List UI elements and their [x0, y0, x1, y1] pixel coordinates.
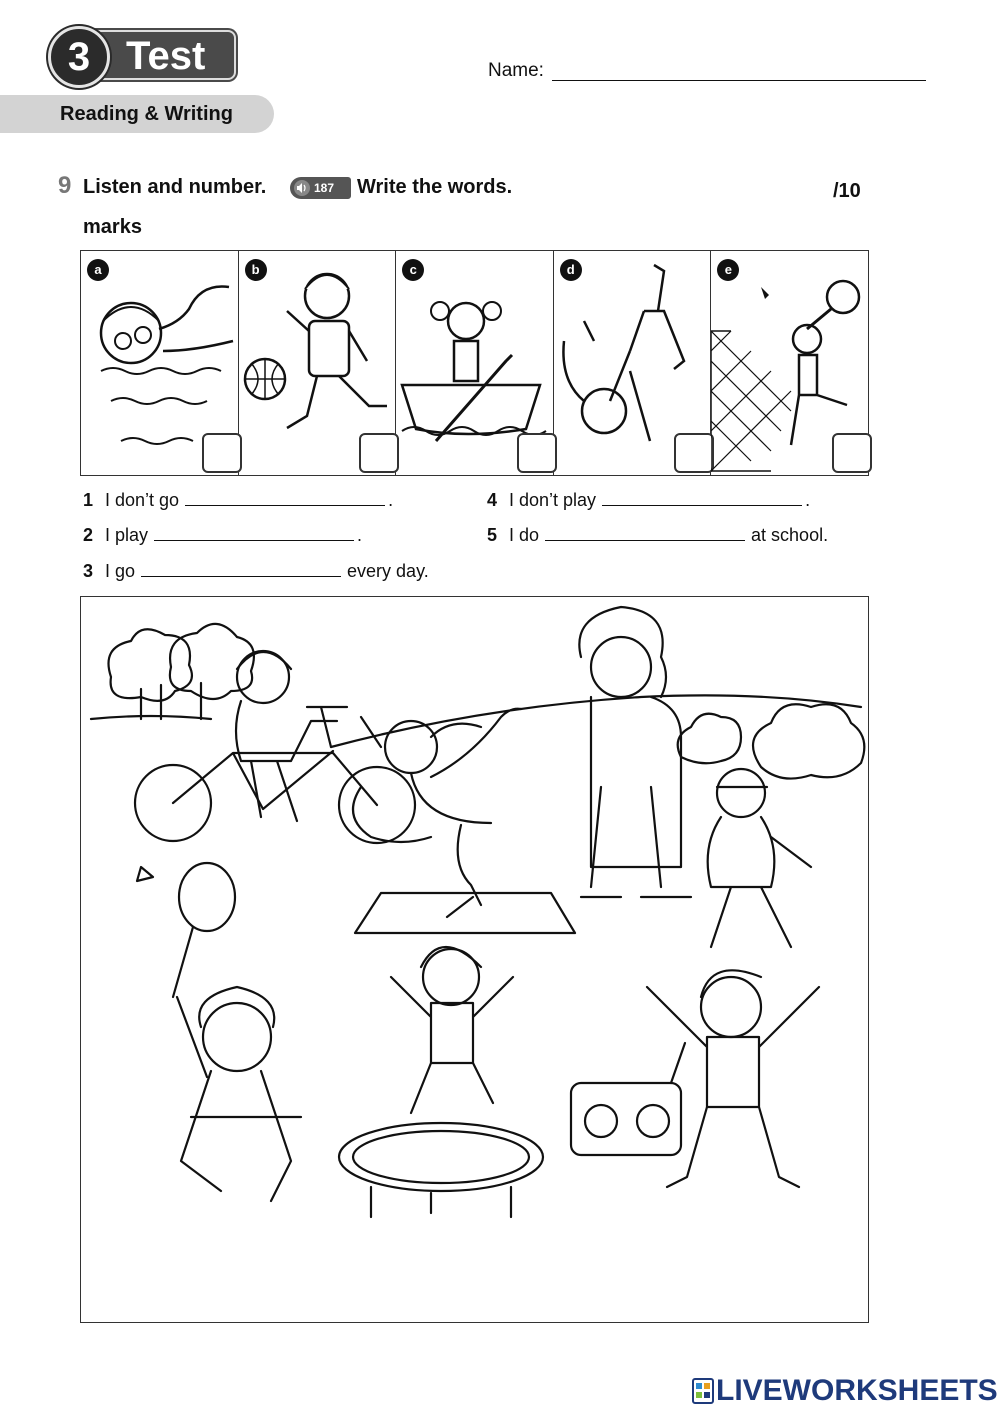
sentence-text: I don’t go: [105, 490, 180, 510]
sentence-text: I play: [105, 525, 149, 545]
sentence-text: I do: [509, 525, 540, 545]
number-box-c[interactable]: [517, 433, 557, 473]
picture-letter: a: [87, 259, 109, 281]
sentence-4: [487, 490, 810, 511]
instruction-write: Write the words.: [357, 176, 513, 198]
marks-label: marks: [83, 216, 142, 238]
sentence-number: 1: [83, 490, 94, 510]
number-box-a[interactable]: [202, 433, 242, 473]
test-label-pill: [88, 30, 236, 80]
picture-strip: [80, 250, 869, 476]
picture-letter: c: [402, 259, 424, 281]
sentence-number: 5: [487, 525, 498, 545]
answer-blank-3[interactable]: [141, 562, 341, 577]
sentence-2: [83, 525, 362, 546]
number-box-e[interactable]: [832, 433, 872, 473]
picture-c: [396, 251, 554, 475]
answer-blank-4[interactable]: [602, 491, 802, 506]
score: /10: [833, 180, 861, 202]
picture-e: [711, 251, 868, 475]
audio-track-number: 187: [314, 181, 335, 195]
question-number: 9: [58, 172, 72, 199]
test-label: Test: [126, 34, 206, 78]
answer-blank-5[interactable]: [545, 526, 745, 541]
sentence-number: 2: [83, 525, 94, 545]
sentence-1: [83, 490, 393, 511]
picture-letter: d: [560, 259, 582, 281]
sentence-end: every day.: [347, 561, 429, 581]
number-box-d[interactable]: [674, 433, 714, 473]
section-bar: [0, 95, 274, 133]
sentence-number: 3: [83, 561, 94, 581]
sentence-end: at school.: [751, 525, 829, 545]
number-box-b[interactable]: [359, 433, 399, 473]
answer-blank-2[interactable]: [154, 526, 354, 541]
picture-b: [239, 251, 397, 475]
name-field[interactable]: [552, 80, 926, 81]
liveworksheets-icon: [692, 1378, 714, 1404]
name-label: Name:: [488, 60, 544, 81]
sentence-end: .: [357, 525, 363, 545]
picture-d: [554, 251, 712, 475]
test-badge: [48, 26, 234, 82]
picture-letter: b: [245, 259, 267, 281]
sentence-number: 4: [487, 490, 498, 510]
speaker-icon: [294, 180, 310, 196]
picture-letter: e: [717, 259, 739, 281]
instruction-listen: Listen and number.: [83, 176, 267, 198]
sentence-text: I don’t play: [509, 490, 597, 510]
picture-a: [81, 251, 239, 475]
sentence-end: .: [388, 490, 394, 510]
sentence-3: [83, 561, 429, 582]
answer-blank-1[interactable]: [185, 491, 385, 506]
sentence-5: [487, 525, 828, 546]
sentence-text: I go: [105, 561, 136, 581]
sentence-end: .: [805, 490, 811, 510]
brand-name: LIVEWORKSHEETS: [716, 1374, 998, 1407]
audio-button[interactable]: [290, 177, 351, 199]
park-scene-illustration: [80, 596, 869, 1323]
test-number: 3: [48, 26, 110, 88]
section-title: Reading & Writing: [60, 103, 233, 125]
park-scene-drawing: [81, 597, 867, 1321]
